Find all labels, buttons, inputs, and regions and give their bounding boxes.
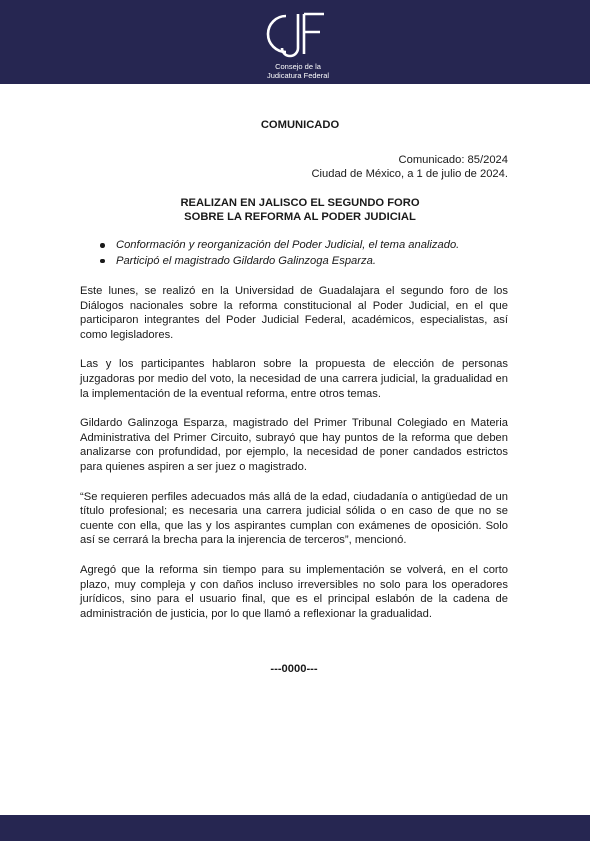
paragraph-1: Este lunes, se realizó en la Universidad de Guadalajara el segundo foro de los Diálogos nacionales sobre la reforma constitucional al Poder Judicial, en el que participaron integrantes del Poder Judicial Federal, académicos, especialistas, así como legisladores. (80, 285, 508, 341)
cjf-monogram-icon (264, 10, 326, 62)
place-date: Ciudad de México, a 1 de julio de 2024. (311, 168, 508, 181)
paragraph-2: Las y los participantes hablaron sobre la propuesta de elección de personas juzgadoras por medio del voto, la necesidad de una carrera judicial, la gradualidad en la implementación de la eventual reforma, entre otros temas. (80, 358, 508, 400)
document-title (80, 196, 508, 224)
header-band (0, 0, 590, 84)
closing-mark: ---0000--- (270, 663, 318, 676)
list-item-text: Participó el magistrado Gildardo Galinzoga Esparza. (116, 254, 376, 267)
document-meta (80, 153, 508, 183)
logo-text-line2: Judicatura Federal (266, 71, 330, 80)
footer-band (0, 815, 590, 841)
cjf-logo (258, 10, 338, 80)
document-body (80, 118, 508, 677)
document-heading: COMUNICADO (260, 119, 340, 131)
communique-number: Comunicado: 85/2024 (398, 153, 508, 166)
list-item (80, 238, 508, 253)
paragraph-5: Agregó que la reforma sin tiempo para su implementación se volverá, en el corto plazo, muy compleja y con daños incluso irreversibles no solo para los operadores jurídicos, sino para el usuario final, que es el principal eslabón de la cadena de administración de justicia, por lo que llamó a reflexionar la gradualidad. (80, 563, 508, 620)
title-line-1: REALIZAN EN JALISCO EL SEGUNDO FORO (180, 197, 420, 210)
list-item-text: Conformación y reorganización del Poder Judicial, el tema analizado. (116, 239, 460, 252)
bullet-icon (100, 243, 105, 248)
paragraph-3: Gildardo Galinzoga Esparza, magistrado del Primer Tribunal Colegiado en Materia Administrativa del Primer Circuito, subrayó que hay puntos de la reforma que deben analizarse con profundidad, por ejemplo, la necesidad de poner candados estrictos para quienes aspiren a ser juez o magistrado. (80, 417, 508, 473)
list-item (80, 254, 508, 269)
title-line-2: SOBRE LA REFORMA AL PODER JUDICIAL (184, 211, 416, 224)
logo-text-line1: Consejo de la (275, 62, 321, 71)
bullet-icon (100, 259, 105, 264)
paragraph-4: “Se requieren perfiles adecuados más allá de la edad, ciudadanía o antigüedad de un título profesional; es necesaria una carrera judicial sólida o en caso de que no se cuente con ella, que las y los aspirantes cumplan con exámenes de oposición. Solo así se cerrará la brecha para la injerencia de terceros”, mencionó. (80, 490, 508, 547)
highlights-list (80, 238, 508, 269)
